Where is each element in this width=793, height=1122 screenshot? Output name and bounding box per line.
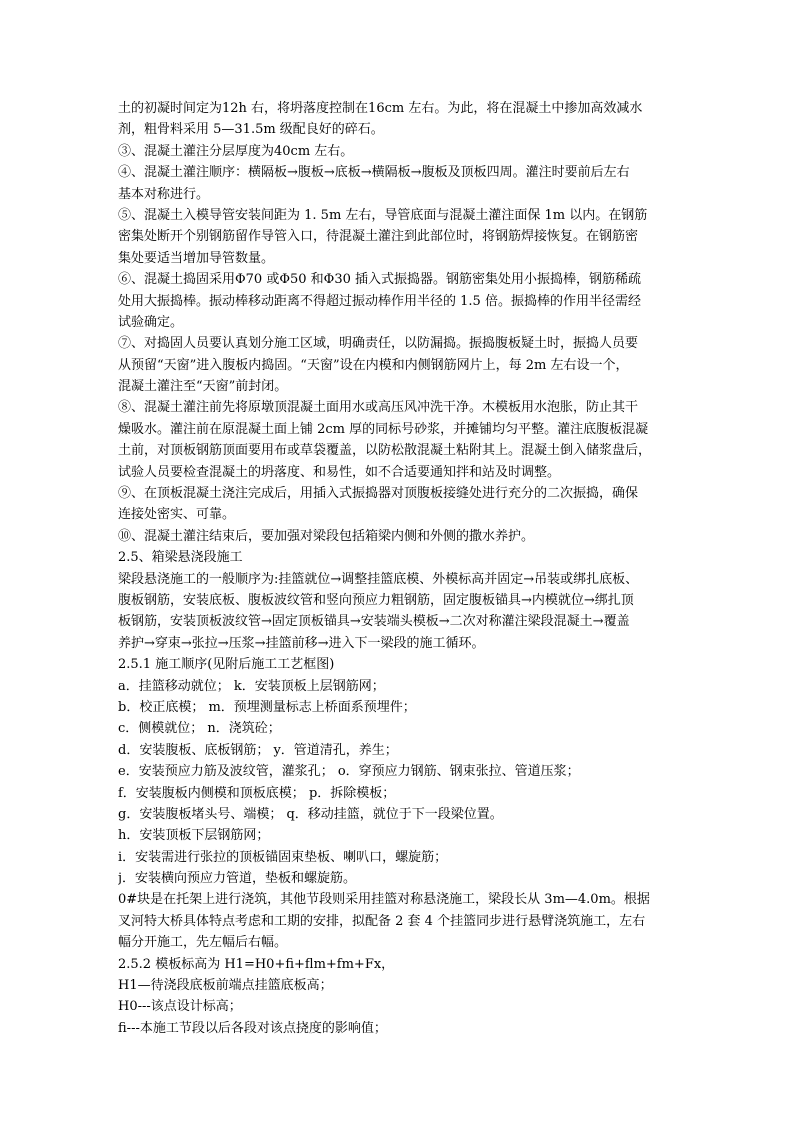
text-line: 养护→穿束→张拉→压浆→挂篮前移→进入下一梁段的施工循环。	[118, 635, 485, 651]
text-line: 土前，对顶板钢筋顶面要用布或草袋覆盖，以防松散混凝土粘附其上。混凝土倒入储浆盘后，	[118, 443, 652, 459]
text-line: ⑨、在顶板混凝土浇注完成后，用插入式振捣器对顶腹板接缝处进行充分的二次振捣，确保	[118, 486, 639, 502]
list-item: g．安装腹板堵头号、端模； q．移动挂篮，就位于下一段梁位置。	[118, 806, 503, 822]
text-line: ⑧、混凝土灌注前先将原墩顶混凝土面用水或高压风冲洗干净。木模板用水泡胀，防止其干	[118, 400, 639, 416]
text-line: 连接处密实、可靠。	[118, 507, 236, 523]
list-item: d．安装腹板、底板钢筋； y．管道清孔，养生；	[118, 742, 398, 758]
text-line: 梁段悬浇施工的一般顺序为:挂篮就位→调整挂篮底模、外模标高并固定→吊装或绑扎底板、	[118, 571, 639, 587]
text-line: 密集处断开个别钢筋留作导管入口，待混凝土灌注到此部位时，将钢筋焊接恢复。在钢筋密	[118, 229, 639, 245]
text-line: ⑦、对捣固人员要认真划分施工区域，明确责任，以防漏捣。振捣腹板疑土时，振捣人员要	[118, 336, 639, 352]
definition-line: H0---该点设计标高；	[118, 999, 242, 1015]
text-line: 板钢筋，安装顶板波纹管→固定顶板锚具→安装端头模板→二次对称灌注梁段混凝土→覆盖	[118, 614, 630, 630]
document-body	[118, 98, 686, 1039]
list-item: j．安装横向预应力管道，垫板和螺旋筋。	[118, 871, 357, 887]
text-line: 幅分开施工，先左幅后右幅。	[118, 935, 288, 951]
section-heading: 2.5、箱梁悬浇段施工	[118, 550, 243, 566]
text-line: 试验确定。	[118, 314, 184, 330]
text-line: 基本对称进行。	[118, 186, 210, 202]
text-line: 集处要适当增加导管数量。	[118, 250, 275, 266]
text-line: ④、混凝土灌注顺序：横隔板→腹板→底板→横隔板→腹板及顶板四周。灌注时要前后左右	[118, 165, 630, 181]
formula-line: 2.5.2 模板标高为 H1=H0+fi+flm+fm+Fx，	[118, 956, 395, 972]
subsection-heading: 2.5.1 施工顺序(见附后施工工艺框图)	[118, 657, 335, 673]
text-line: ③、混凝土灌注分层厚度为40cm 左右。	[118, 143, 354, 159]
list-item: c．侧模就位； n．浇筑砼；	[118, 721, 281, 737]
text-line: 处用大振捣棒。振动棒移动距离不得超过振动棒作用半径的 1.5 倍。振捣棒的作用半径需经	[118, 293, 641, 309]
text-line: 试验人员要检查混凝土的坍落度、和易性，如不合适要通知拌和站及时调整。	[118, 464, 561, 480]
list-item: a．挂篮移动就位； k．安装顶板上层钢筋网；	[118, 678, 385, 694]
definition-line: fi---本施工节段以后各段对该点挠度的影响值；	[118, 1020, 387, 1036]
text-line: ⑥、混凝土捣固采用Φ70 或Φ50 和Φ30 插入式振捣器。钢筋密集处用小振捣棒，钢筋稀疏	[118, 272, 641, 288]
text-line: 从预留“天窗”进入腹板内捣固。“天窗”设在内模和内侧钢筋网片上，每 2m 左右设一个，	[118, 357, 629, 373]
text-line: 0#块是在托架上进行浇筑，其他节段则采用挂篮对称悬浇施工，梁段长从 3m—4.0m。根据	[118, 892, 650, 908]
text-line: ⑩、混凝土灌注结束后，要加强对梁段包括箱梁内侧和外侧的撒水养护。	[118, 528, 535, 544]
text-line: 燥吸水。灌注前在原混凝土面上铺 2cm 厚的同标号砂浆，并摊铺均匀平整。灌注底腹板混凝	[118, 421, 649, 437]
text-line: 剂，粗骨料采用 5—31.5m 级配良好的碎石。	[118, 122, 384, 138]
text-line: 腹板钢筋，安装底板、腹板波纹管和竖向预应力粗钢筋，固定腹板锚具→内模就位→绑扎顶	[118, 592, 634, 608]
list-item: i．安装需进行张拉的顶板锚固束垫板、喇叭口，螺旋筋；	[118, 849, 448, 865]
text-line: 叉河特大桥具体特点考虑和工期的安排，拟配备 2 套 4 个挂篮同步进行悬臂浇筑施工，左右	[118, 913, 646, 929]
list-item: e．安装预应力筋及波纹管，灌浆孔； o．穿预应力钢筋、钢束张拉、管道压浆；	[118, 764, 580, 780]
text-line: ⑤、混凝土入模导管安装间距为 1. 5m 左右，导管底面与混凝土灌注面保 1m 以内。在钢筋	[118, 207, 648, 223]
definition-line: H1—待浇段底板前端点挂篮底板高；	[118, 978, 333, 994]
text-line: 土的初凝时间定为12h 右，将坍落度控制在16cm 左右。为此，将在混凝土中掺加高效减水	[118, 101, 643, 116]
list-item: b．校正底模； m．预埋测量标志上桥面系预埋件；	[118, 699, 416, 715]
list-item: h．安装顶板下层钢筋网；	[118, 828, 270, 844]
text-line: 混凝土灌注至“天窗”前封闭。	[118, 379, 288, 395]
list-item: f．安装腹板内侧模和顶板底模； p．拆除模板；	[118, 785, 396, 801]
